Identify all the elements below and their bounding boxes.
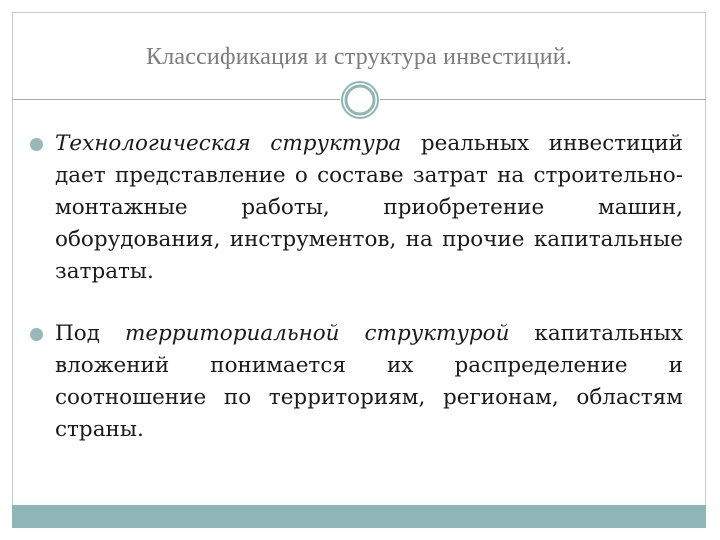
bullet-dot-icon (30, 138, 43, 151)
bullet-emphasis: Технологическая структура (55, 131, 402, 156)
bullet-text: капитальных вложений понимается их распределение и соотношение по территориям, регионам, областям страны. (55, 321, 683, 442)
bullet-lead: Под (55, 321, 125, 346)
slide-content (28, 128, 683, 446)
circle-ornament-icon (340, 80, 380, 120)
slide-title: Классификация и структура инвестиций. (145, 44, 573, 70)
bullet-item-territorial (28, 318, 683, 446)
bullet-emphasis: территориальной структурой (124, 321, 510, 346)
bullet-dot-icon (30, 328, 43, 341)
bottom-accent-bar (12, 505, 706, 528)
bullet-text: реальных инвестиций дает представление о составе затрат на строительно-монтажные работы, приобретение машин, оборудования, инструментов, на прочие капитальные затраты. (55, 131, 683, 284)
bullet-item-technological (28, 128, 683, 288)
